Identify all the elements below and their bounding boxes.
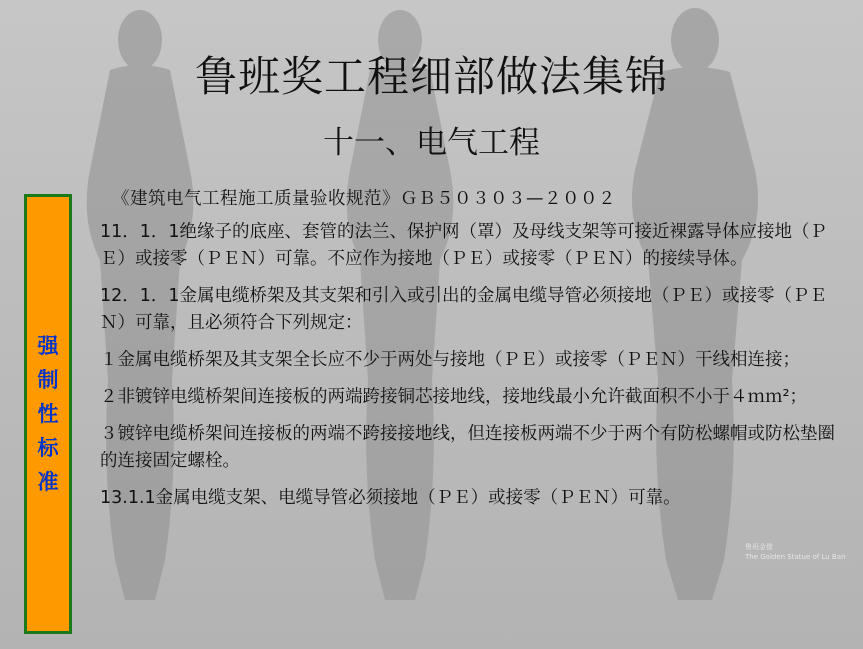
statue-caption-cn: 鲁班金像 xyxy=(745,543,773,551)
section-subtitle: 十一、电气工程 xyxy=(323,125,540,161)
clause-12-1-1: 12．1．1金属电缆桥架及其支架和引入或引出的金属电缆导管必须接地（ＰＥ）或接零（ＰＥＮ）可靠，且必须符合下列规定： xyxy=(100,286,828,333)
content-body xyxy=(100,186,850,522)
standard-reference: 《建筑电气工程施工质量验收规范》ＧＢ５０３０３—２００２ xyxy=(112,189,616,209)
statue-caption xyxy=(745,542,845,562)
sidebar-label: 强制性标准 xyxy=(37,334,59,494)
clause-13-1-1: 13.1.1金属电缆支架、电缆导管必须接地（ＰＥ）或接零（ＰＥＮ）可靠。 xyxy=(100,488,681,508)
clause-item-3: ３镀锌电缆桥架间连接板的两端不跨接接地线，但连接板两端不少于两个有防松螺帽或防松垫圈的连接固定螺栓。 xyxy=(100,424,835,471)
clause-item-2: ２非镀锌电缆桥架间连接板的两端跨接铜芯接地线，接地线最小允许截面积不小于４ｍｍ²； xyxy=(100,387,808,407)
mandatory-standard-sidebar xyxy=(24,194,72,634)
clause-item-1: １金属电缆桥架及其支架全长应不少于两处与接地（ＰＥ）或接零（ＰＥＮ）干线相连接； xyxy=(100,350,800,370)
page-title: 鲁班奖工程细部做法集锦 xyxy=(194,52,668,101)
statue-caption-en: The Golden Statue of Lu Ban xyxy=(745,553,846,561)
clause-11-1-1: 11．1．1绝缘子的底座、套管的法兰、保护网（罩）及母线支架等可接近裸露导体应接地（ＰＥ）或接零（ＰＥＮ）可靠。不应作为接地（ＰＥ）或接零（ＰＥＮ）的接续导体。 xyxy=(100,222,828,269)
